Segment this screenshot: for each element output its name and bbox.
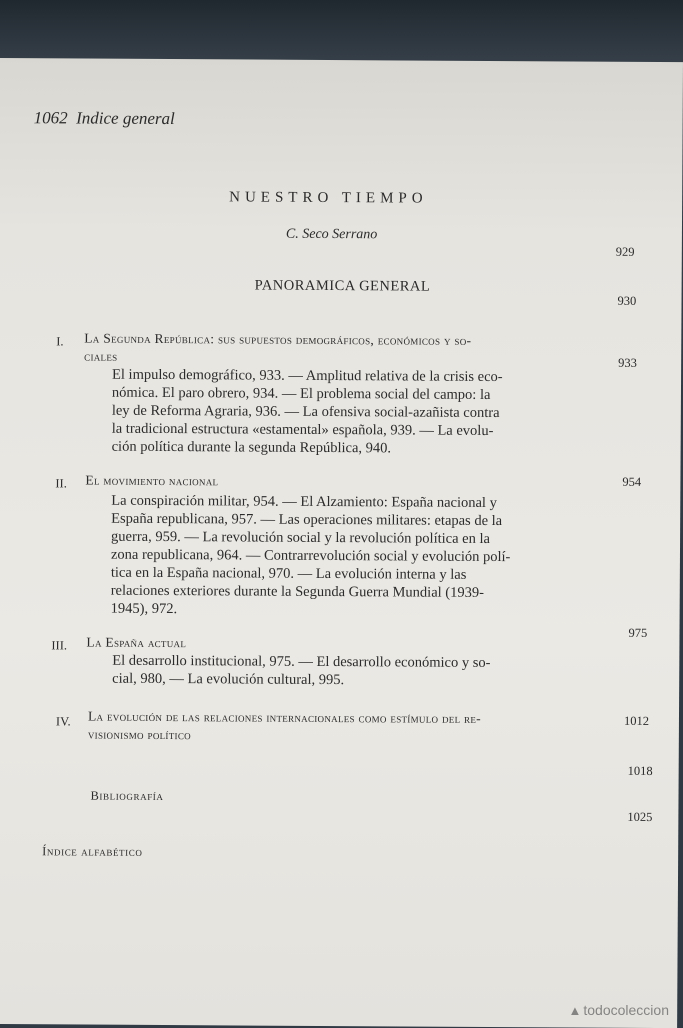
index-label: Índice alfabético [42, 844, 143, 859]
entry-body-line: guerra, 959. — La revolución social y la revolución política en la [111, 528, 491, 548]
bibliography-page-number: 1018 [627, 763, 653, 778]
entry-numeral: I. [56, 334, 64, 349]
entry-title-line: ciales [84, 348, 118, 364]
entry-title-line: La Segunda República: sus supuestos demográficos, económicos y so- [84, 330, 472, 348]
running-head [34, 108, 175, 129]
entry-numeral: III. [51, 638, 68, 653]
entry-title-line: La España actual [86, 634, 187, 651]
entry-page-number: 975 [628, 625, 648, 640]
section-author: C. Seco Serrano [285, 226, 378, 243]
watermark [569, 1002, 670, 1018]
entry-body-line: nómica. El paro obrero, 934. — El problema social del campo: la [111, 384, 491, 404]
author-page-number: 929 [615, 244, 635, 259]
bibliography-label: Bibliografía [90, 788, 164, 804]
watermark-logo-icon: ▲ [568, 1003, 582, 1018]
entry-numeral: IV. [55, 714, 71, 729]
entry-body-line: zona republicana, 964. — Contrarrevolución social y evolución polí- [110, 546, 511, 566]
panorama-heading: PANORAMICA GENERAL [254, 277, 431, 295]
entry-title-line: El movimiento nacional [85, 472, 219, 489]
entry-page-number: 933 [618, 355, 637, 370]
entry-page-number: 954 [622, 474, 642, 489]
index-page-number: 1025 [627, 809, 653, 824]
entry-numeral: II. [55, 476, 67, 491]
running-head-page-number: 1062 [33, 108, 68, 128]
entry-body-line: ley de Reforma Agraria, 936. — La ofensiva social-azañista contra [111, 402, 500, 422]
entry-body-line: la tradicional estructura «estamental» española, 939. — La evolu- [111, 420, 494, 440]
entry-body-line: tica en la España nacional, 970. — La evolución interna y las [110, 564, 467, 583]
entry-body-line: 1945), 972. [110, 600, 178, 618]
entry-body-line: España republicana, 957. — Las operaciones militares: etapas de la [111, 510, 503, 530]
entry-body-line: El desarrollo institucional, 975. — El desarrollo económico y so- [112, 652, 491, 672]
entry-body-line: relaciones exteriores durante la Segunda Guerra Mundial (1939- [110, 582, 485, 601]
book-page [0, 58, 683, 1028]
entry-body-line: cial, 980, — La evolución cultural, 995. [112, 670, 345, 689]
watermark-text: todocoleccion [583, 1002, 669, 1018]
running-head-title: Indice general [76, 108, 175, 129]
entry-page-number: 1012 [623, 713, 650, 728]
entry-body-line: El impulso demográfico, 933. — Amplitud relativa de la crisis eco- [112, 366, 503, 386]
entry-body-line: La conspiración militar, 954. — El Alzamiento: España nacional y [111, 492, 497, 512]
entry-body-line: ción política durante la segunda República, 940. [111, 438, 392, 457]
entry-title-line: La evolución de las relaciones internacionales como estímulo del re- [87, 708, 482, 726]
section-title: NUESTRO TIEMPO [229, 189, 428, 207]
panorama-page-number: 930 [617, 293, 637, 308]
entry-title-line: visionismo político [87, 726, 191, 743]
